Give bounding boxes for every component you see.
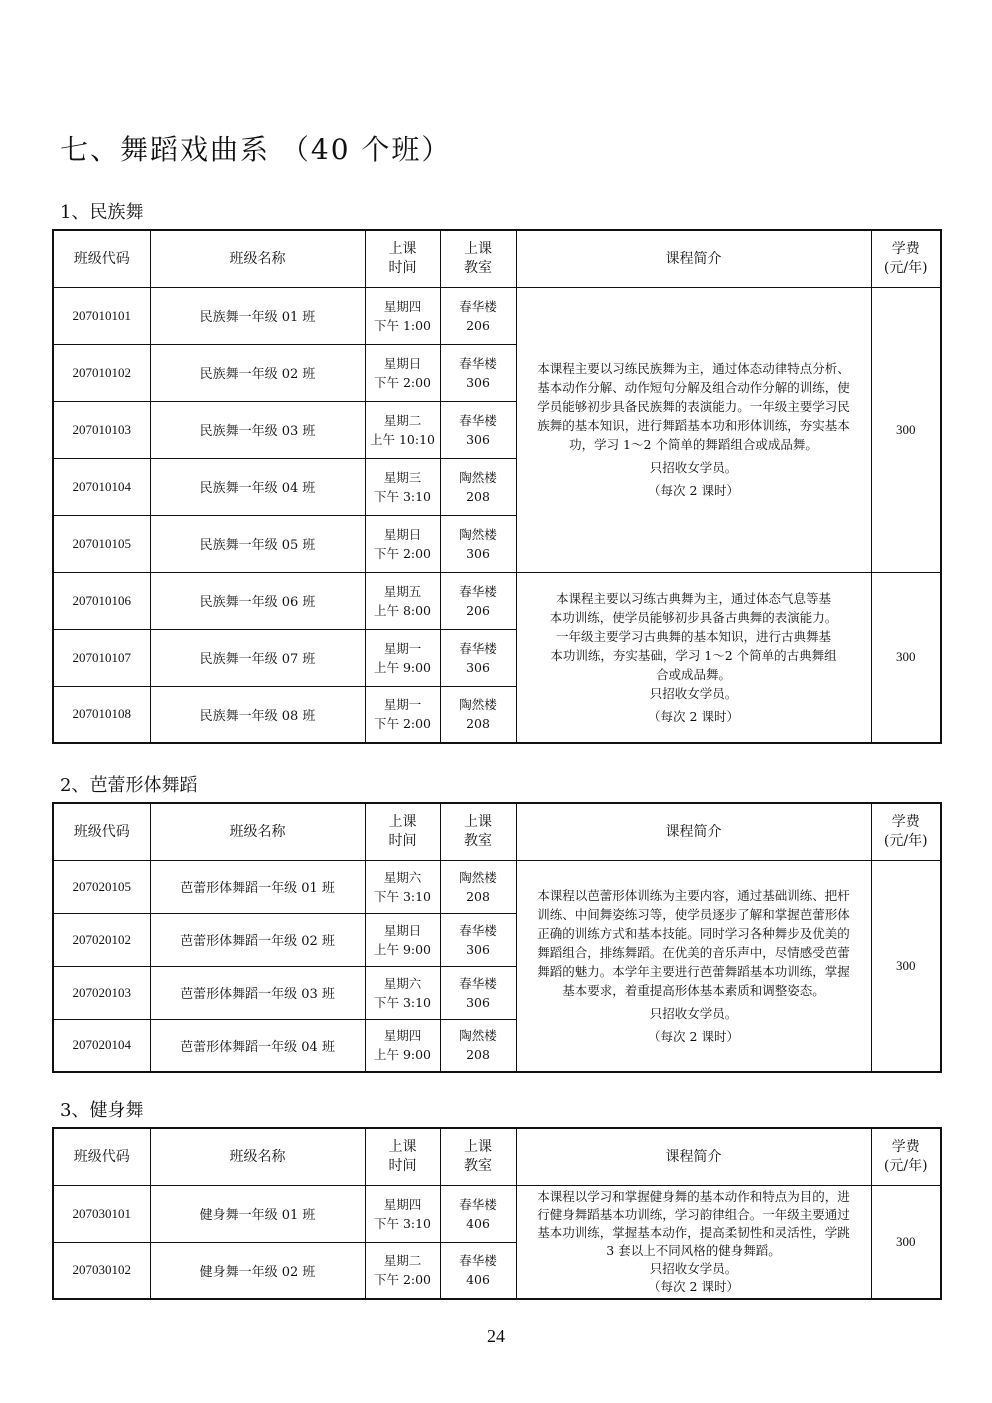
header-name: 班级名称 [150,230,365,287]
tuition-fee: 300 [871,860,941,1072]
course-description: 本课程主要以习练古典舞为主，通过体态气息等基 本功训练，使学员能够初步具备古典舞的表演能力。 一年级主要学习古典舞的基本知识，进行古典舞基 本功训练，夯实基础，学习 1～2 个简单的古典舞组 合或成品舞。 只招收女学员。 （每次 2 课时） [516,572,871,743]
class-name: 民族舞一年级 05 班 [150,515,365,572]
section-title-ballet: 2、芭蕾形体舞蹈 [60,775,198,796]
class-time: 星期一 上午 9:00 [365,629,440,686]
header-time: 上课 时间 [365,1128,440,1185]
class-room: 春华楼 306 [440,913,516,966]
class-room: 陶然楼 208 [440,1019,516,1072]
class-code: 207010105 [53,515,150,572]
class-name: 民族舞一年级 03 班 [150,401,365,458]
class-name: 健身舞一年级 02 班 [150,1242,365,1299]
class-code: 207020105 [53,860,150,913]
class-room: 春华楼 306 [440,401,516,458]
header-desc: 课程简介 [516,803,871,860]
class-time: 星期六 下午 3:10 [365,966,440,1019]
class-time: 星期二 下午 2:00 [365,1242,440,1299]
class-time: 星期六 下午 3:10 [365,860,440,913]
class-time: 星期二 上午 10:10 [365,401,440,458]
section-title-folk-dance: 1、民族舞 [60,202,144,223]
table-header-row [53,1128,941,1185]
class-room: 陶然楼 208 [440,860,516,913]
class-time: 星期日 下午 2:00 [365,515,440,572]
course-description: 本课程以芭蕾形体训练为主要内容，通过基础训练、把杆 训练、中间舞姿练习等，使学员逐步了解和掌握芭蕾形体 正确的训练方式和基本技能。同时学习各种舞步及优美的 舞蹈组合，排练舞蹈。在优美的音乐声中，尽情感受芭蕾 舞蹈的魅力。本学年主要进行芭蕾舞蹈基本功训练，掌握 基本要求，着重提高形体基本素质和调整姿态。 只招收女学员。 （每次 2 课时） [516,860,871,1072]
class-code: 207030101 [53,1185,150,1242]
class-name: 民族舞一年级 04 班 [150,458,365,515]
class-time: 星期四 下午 3:10 [365,1185,440,1242]
class-name: 民族舞一年级 01 班 [150,287,365,344]
class-room: 春华楼 406 [440,1242,516,1299]
tuition-fee: 300 [871,572,941,743]
class-time: 星期一 下午 2:00 [365,686,440,743]
header-code: 班级代码 [53,230,150,287]
class-room: 春华楼 406 [440,1185,516,1242]
header-room: 上课 教室 [440,230,516,287]
class-time: 星期三 下午 3:10 [365,458,440,515]
class-code: 207020103 [53,966,150,1019]
class-code: 207010104 [53,458,150,515]
class-name: 健身舞一年级 01 班 [150,1185,365,1242]
class-name: 民族舞一年级 07 班 [150,629,365,686]
table-fitness-dance [52,1127,942,1300]
class-name: 芭蕾形体舞蹈一年级 01 班 [150,860,365,913]
header-fee: 学费 (元/年) [871,230,941,287]
class-room: 陶然楼 208 [440,686,516,743]
class-name: 芭蕾形体舞蹈一年级 04 班 [150,1019,365,1072]
section-title-fitness-dance: 3、健身舞 [60,1100,144,1121]
header-name: 班级名称 [150,1128,365,1185]
class-code: 207030102 [53,1242,150,1299]
header-room: 上课 教室 [440,803,516,860]
class-name: 民族舞一年级 06 班 [150,572,365,629]
table-row [53,287,941,344]
class-code: 207020102 [53,913,150,966]
header-room: 上课 教室 [440,1128,516,1185]
class-time: 星期四 上午 9:00 [365,1019,440,1072]
class-room: 春华楼 206 [440,287,516,344]
class-code: 207020104 [53,1019,150,1072]
class-code: 207010102 [53,344,150,401]
table-ballet [52,802,942,1073]
class-room: 陶然楼 306 [440,515,516,572]
class-name: 民族舞一年级 08 班 [150,686,365,743]
class-time: 星期日 下午 2:00 [365,344,440,401]
table-row [53,1185,941,1242]
table-header-row [53,803,941,860]
class-code: 207010106 [53,572,150,629]
class-room: 春华楼 306 [440,629,516,686]
table-header-row [53,230,941,287]
class-time: 星期四 下午 1:00 [365,287,440,344]
page-title: 七、舞蹈戏曲系 （40 个班） [60,133,452,166]
page-number: 24 [487,1326,505,1346]
class-name: 芭蕾形体舞蹈一年级 02 班 [150,913,365,966]
header-fee: 学费 (元/年) [871,803,941,860]
class-code: 207010101 [53,287,150,344]
header-name: 班级名称 [150,803,365,860]
table-row [53,572,941,629]
header-code: 班级代码 [53,803,150,860]
class-room: 陶然楼 208 [440,458,516,515]
class-time: 星期日 上午 9:00 [365,913,440,966]
tuition-fee: 300 [871,1185,941,1299]
course-description: 本课程以学习和掌握健身舞的基本动作和特点为目的，进 行健身舞蹈基本功训练，学习韵律组合。一年级主要通过 基本功训练，掌握基本动作，提高柔韧性和灵活性，学跳 3 套以上不同风格的健身舞蹈。 只招收女学员。 （每次 2 课时） [516,1185,871,1299]
class-room: 春华楼 306 [440,344,516,401]
class-name: 芭蕾形体舞蹈一年级 03 班 [150,966,365,1019]
table-row [53,860,941,913]
class-code: 207010108 [53,686,150,743]
header-code: 班级代码 [53,1128,150,1185]
table-folk-dance [52,229,942,744]
class-room: 春华楼 206 [440,572,516,629]
tuition-fee: 300 [871,287,941,572]
class-code: 207010107 [53,629,150,686]
header-desc: 课程简介 [516,1128,871,1185]
class-code: 207010103 [53,401,150,458]
header-fee: 学费 (元/年) [871,1128,941,1185]
header-time: 上课 时间 [365,803,440,860]
course-description: 本课程主要以习练民族舞为主，通过体态动律特点分析、 基本动作分解、动作短句分解及组合动作分解的训练，使 学员能够初步具备民族舞的表演能力。一年级主要学习民 族舞的基本知识，进行舞蹈基本功和形体训练，夯实基本 功，学习 1～2 个简单的舞蹈组合或成品舞。 只招收女学员。 （每次 2 课时） [516,287,871,572]
class-time: 星期五 上午 8:00 [365,572,440,629]
header-time: 上课 时间 [365,230,440,287]
class-room: 春华楼 306 [440,966,516,1019]
class-name: 民族舞一年级 02 班 [150,344,365,401]
header-desc: 课程简介 [516,230,871,287]
